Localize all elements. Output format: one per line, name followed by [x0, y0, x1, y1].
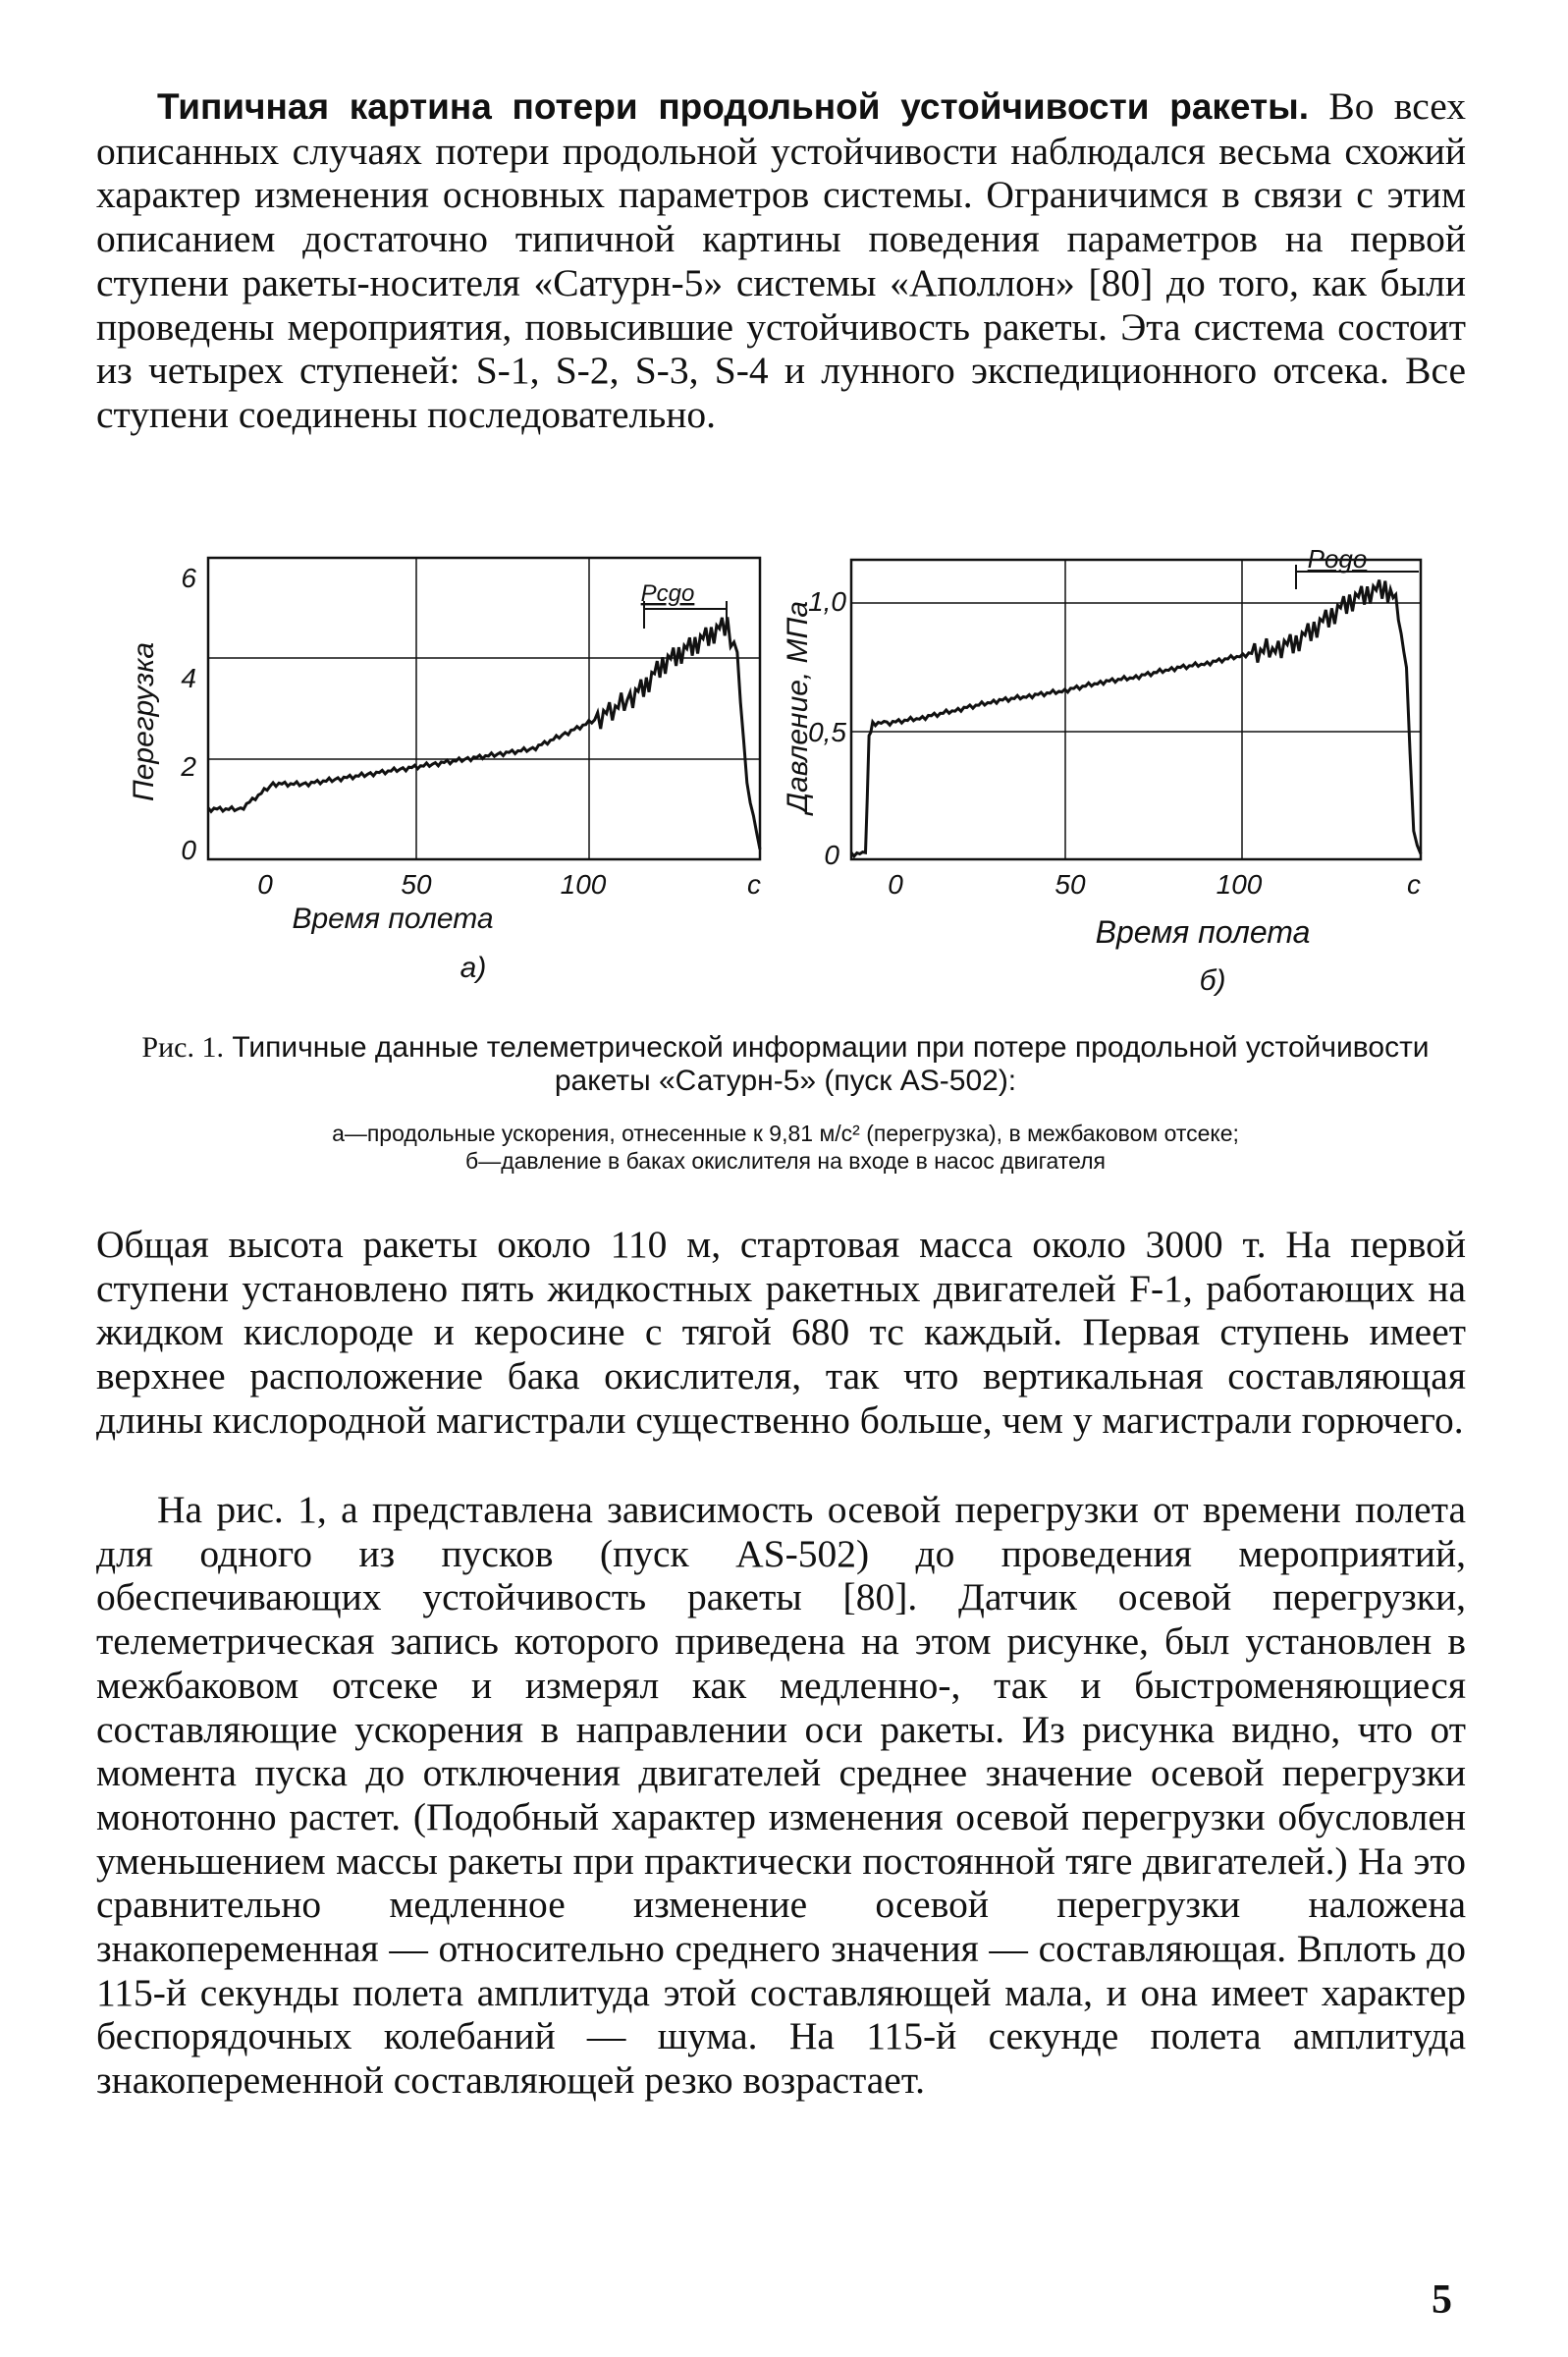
section-text: Во всех описанных случаях потери продольной устойчивости наблюдался весьма схожий характер изменения основных параметров системы. Ограничимся в связи с этим описанием достаточно типичной картины поведения параметров на первой ступени ракеты-носителя «Сатурн-5» системы «Аполлон» [80] до того, как были проведены мероприятия, повысившие устойчивость ракеты. Эта система состоит из четырех ступеней: S-1, S-2, S-3, S-4 и лунного экспедиционного отсека. Все ступени соединены последовательно. [96, 84, 1467, 436]
chart-panel-a [128, 558, 761, 984]
chart-b-xtick: 100 [1216, 869, 1263, 900]
figure-caption [118, 1031, 1453, 1098]
chart-a-ytick: 6 [181, 563, 196, 593]
figure-legend-a: а—продольные ускорения, отнесенные к 9,81 м/с² (перегрузка), в межбаковом отсеке; [332, 1121, 1239, 1146]
chart-panel-b [782, 544, 1421, 997]
chart-a-ylabel: Перегрузка [128, 641, 160, 802]
figure-legend-b: б—давление в баках окислителя на входе в насос двигателя [465, 1148, 1106, 1174]
chart-a-xtick: 50 [401, 869, 432, 900]
section-lead: Типичная картина потери продольной устойчивости ракеты. [157, 86, 1310, 127]
chart-b-ytick: 1,0 [808, 586, 846, 617]
chart-b-annotation: Pogo [1307, 544, 1368, 574]
figure-caption-text: Типичные данные телеметрической информации при потере продольной устойчивости ракеты «Сатурн-5» (пуск AS-502): [232, 1031, 1430, 1097]
chart-a-series-line [208, 617, 760, 849]
chart-a-frame [208, 558, 760, 859]
chart-b-xtick: 50 [1054, 869, 1086, 900]
chart-a-xlabel: Время полета [292, 903, 494, 935]
chart-a-ytick: 2 [181, 751, 196, 782]
chart-b-xunit: с [1407, 869, 1421, 900]
page-number: 5 [1432, 2277, 1452, 2323]
chart-a-xunit: с [747, 869, 761, 900]
chart-a-xtick: 0 [257, 869, 273, 900]
chart-b-panel-label: б) [1199, 964, 1226, 997]
section-paragraph [96, 84, 1466, 437]
chart-a-ytick: 4 [181, 663, 196, 693]
body-paragraph-1: Общая высота ракеты около 110 м, стартовая масса около 3000 т. На первой ступени установлено пять жидкостных ракетных двигателей F-1, работающих на жидком кислороде и керосине с тягой 680 тс каждый. Первая ступень имеет верхнее расположение бака окислителя, так что вертикальная составляющая длины кислородной магистрали существенно больше, чем у магистрали горючего. [96, 1223, 1466, 1442]
chart-a-panel-label: а) [460, 952, 487, 984]
chart-b-xlabel: Время полета [1095, 914, 1311, 950]
chart-a-xtick: 100 [560, 869, 607, 900]
body-paragraph-2: На рис. 1, а представлена зависимость осевой перегрузки от времени полета для одного из пусков (пуск AS-502) до проведения мероприятий, обеспечивающих устойчивость ракеты [80]. Датчик осевой перегрузки, телеметрическая запись которого приведена на этом рисунке, был установлен в межбаковом отсеке и измерял как медленно-, так и быстроменяющиеся составляющие ускорения в направлении оси ракеты. Из рисунка видно, что от момента пуска до отключения двигателей среднее значение осевой перегрузки монотонно растет. (Подобный характер изменения осевой перегрузки обусловлен уменьшением массы ракеты при практически постоянной тяге двигателей.) На это сравнительно медленное изменение осевой перегрузки наложена знакопеременная — относительно среднего значения — составляющая. Вплоть до 115-й секунды полета амплитуда этой составляющей мала, и она имеет характер беспорядочных колебаний — шума. На 115-й секунде полета амплитуда знакопеременной составляющей резко возрастает. [96, 1488, 1466, 2103]
chart-b-ytick: 0 [824, 840, 839, 870]
chart-b-ytick: 0,5 [808, 717, 846, 747]
chart-b-frame [851, 560, 1421, 859]
chart-b-xtick: 0 [888, 869, 903, 900]
chart-b-series-line [851, 580, 1421, 856]
chart-b-ylabel: Давление, МПа [782, 600, 814, 814]
figure-legend [118, 1120, 1453, 1175]
figure-caption-label: Рис. 1. [141, 1031, 224, 1064]
chart-a-annotation: Pcgo [640, 580, 695, 607]
chart-a-ytick: 0 [181, 835, 196, 865]
